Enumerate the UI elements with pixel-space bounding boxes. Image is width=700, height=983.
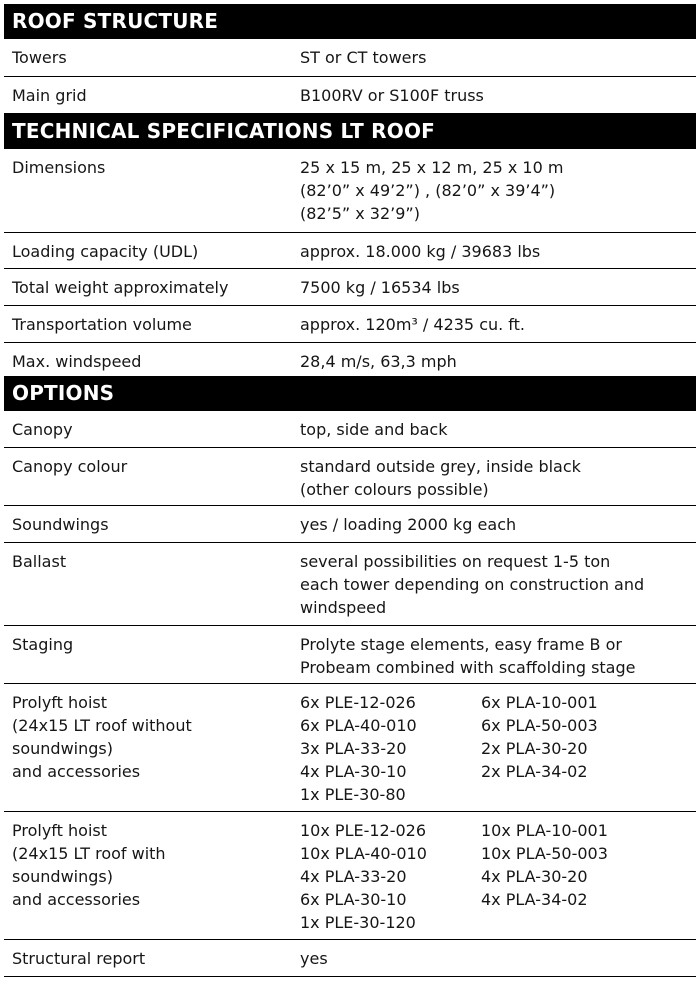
- spec-label: Soundwings: [12, 515, 109, 534]
- parts-column-left: 6x PLE-12-026 6x PLA-40-010 3x PLA-33-20 4x PLA-30-10 1x PLE-30-80: [300, 693, 417, 804]
- section-header-roof-structure: ROOF STRUCTURE: [4, 4, 696, 39]
- spec-value: Prolyte stage elements, easy frame B or Probeam combined with scaffolding stage: [300, 635, 636, 677]
- spec-value: top, side and back: [300, 420, 448, 439]
- spec-value-columns: [291, 819, 696, 939]
- spec-row-soundwings: [4, 506, 696, 543]
- spec-label: Transportation volume: [12, 315, 192, 334]
- spec-value: approx. 18.000 kg / 39683 lbs: [300, 242, 541, 261]
- spec-row-staging: [4, 626, 696, 684]
- spec-value: several possibilities on request 1-5 ton each tower depending on construction and windspeed: [300, 552, 645, 617]
- spec-label: Prolyft hoist (24x15 LT roof without soundwings) and accessories: [12, 693, 192, 781]
- spec-label: Staging: [12, 635, 74, 654]
- spec-label: Total weight approximately: [12, 278, 229, 297]
- spec-label: Canopy colour: [12, 457, 128, 476]
- spec-row-canopy: [4, 411, 696, 448]
- spec-row-towers: [4, 39, 696, 77]
- parts-column-right: 10x PLA-10-001 10x PLA-50-003 4x PLA-30-20 4x PLA-34-02: [481, 821, 608, 909]
- spec-value: ST or CT towers: [300, 48, 427, 67]
- spec-label: Prolyft hoist (24x15 LT roof with soundwings) and accessories: [12, 821, 166, 909]
- spec-label: Ballast: [12, 552, 67, 571]
- spec-value: 7500 kg / 16534 lbs: [300, 278, 460, 297]
- spec-row-hoist-with-soundwings: [4, 812, 696, 940]
- spec-label: Structural report: [12, 949, 146, 968]
- spec-value: standard outside grey, inside black (other colours possible): [300, 457, 581, 499]
- parts-column-left: 10x PLE-12-026 10x PLA-40-010 4x PLA-33-20 6x PLA-30-10 1x PLE-30-120: [300, 821, 427, 932]
- spec-sheet: [4, 4, 696, 977]
- spec-label: Max. windspeed: [12, 352, 142, 371]
- spec-label: Towers: [12, 48, 67, 67]
- spec-label: Canopy: [12, 420, 73, 439]
- spec-value: B100RV or S100F truss: [300, 86, 484, 105]
- section-header-technical-specifications: TECHNICAL SPECIFICATIONS LT ROOF: [4, 114, 696, 149]
- spec-value: approx. 120m³ / 4235 cu. ft.: [300, 315, 526, 334]
- spec-label: Loading capacity (UDL): [12, 242, 199, 261]
- spec-row-total-weight: [4, 269, 696, 306]
- spec-row-structural-report: [4, 940, 696, 976]
- spec-value: 28,4 m/s, 63,3 mph: [300, 352, 457, 371]
- spec-label: Main grid: [12, 86, 87, 105]
- spec-row-transportation-volume: [4, 306, 696, 343]
- parts-column-right: 6x PLA-10-001 6x PLA-50-003 2x PLA-30-20 2x PLA-34-02: [481, 693, 598, 781]
- spec-row-canopy-colour: [4, 448, 696, 506]
- spec-row-ballast: [4, 543, 696, 626]
- spec-value-columns: [291, 691, 696, 811]
- spec-row-hoist-without-soundwings: [4, 684, 696, 812]
- spec-row-main-grid: [4, 77, 696, 114]
- spec-value: 25 x 15 m, 25 x 12 m, 25 x 10 m (82’0” x 49’2”) , (82’0” x 39’4”) (82’5” x 32’9”): [300, 158, 564, 223]
- spec-value: yes / loading 2000 kg each: [300, 515, 517, 534]
- spec-value: yes: [300, 949, 328, 968]
- spec-row-max-windspeed: [4, 343, 696, 376]
- section-header-options: OPTIONS: [4, 376, 696, 411]
- spec-label: Dimensions: [12, 158, 106, 177]
- spec-row-dimensions: [4, 149, 696, 233]
- spec-row-loading-capacity: [4, 233, 696, 269]
